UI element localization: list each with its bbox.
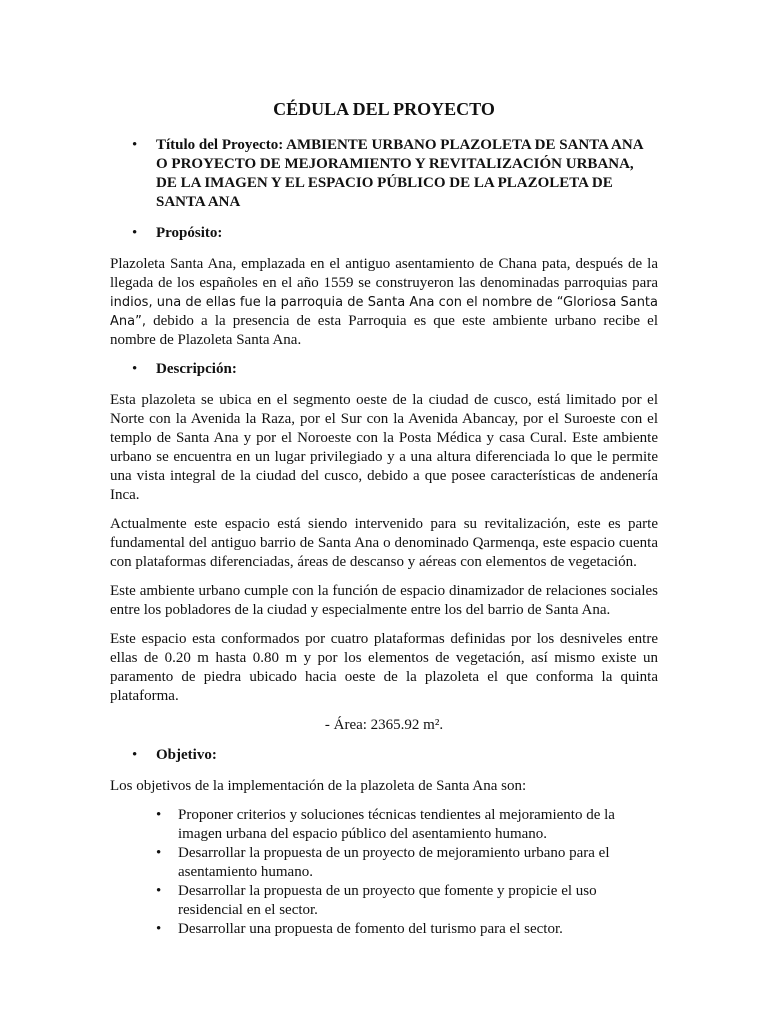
description-paragraph-4: Este espacio esta conformados por cuatro plataformas definidas por los desniveles entre ellas de 0.20 m hasta 0.80 m y por los elementos de vegetación, así mismo existe un paramento de piedra ubicado hacia oeste de la plazoleta el que conforma la quinta plataforma. xyxy=(110,631,658,704)
objective-item-text: Desarrollar la propuesta de un proyecto que fomente y propicie el uso residencial en el sector. xyxy=(178,883,597,918)
document-page xyxy=(110,98,658,939)
bullet-icon: • xyxy=(132,225,138,241)
list-item xyxy=(110,882,658,920)
project-title-value: AMBIENTE URBANO PLAZOLETA DE SANTA ANA O PROYECTO DE MEJORAMIENTO Y REVITALIZACIÓN URBANA, DE LA IMAGEN Y EL ESPACIO PÚBLICO DE LA PLAZOLETA DE SANTA ANA xyxy=(156,137,643,210)
bullet-icon: • xyxy=(132,361,138,377)
objective-item-text: Desarrollar la propuesta de un proyecto de mejoramiento urbano para el asentamiento humano. xyxy=(178,845,610,880)
project-title-section xyxy=(110,136,658,212)
purpose-paragraph xyxy=(110,255,658,350)
bullet-icon: • xyxy=(156,883,162,899)
list-item xyxy=(110,844,658,882)
document-title: CÉDULA DEL PROYECTO xyxy=(273,99,495,119)
objective-list xyxy=(110,806,658,939)
description-label: Descripción: xyxy=(156,361,237,377)
project-title-label: Título del Proyecto: xyxy=(156,137,287,153)
purpose-text-a: Plazoleta Santa Ana, emplazada en el antiguo asentamiento de Chana pata, después de la llegada de los españoles en el año 1559 se construyeron las denominadas parroquias para xyxy=(110,256,658,291)
bullet-icon: • xyxy=(156,845,162,861)
objective-item-text: Desarrollar una propuesta de fomento del turismo para el sector. xyxy=(178,921,563,937)
bullet-icon: • xyxy=(132,137,138,153)
area-value: - Área: 2365.92 m². xyxy=(324,717,444,733)
objective-item-text: Proponer criterios y soluciones técnicas tendientes al mejoramiento de la imagen urbana del espacio público del asentamiento humano. xyxy=(178,807,615,842)
bullet-icon: • xyxy=(132,747,138,763)
objective-intro: Los objetivos de la implementación de la plazoleta de Santa Ana son: xyxy=(110,778,527,794)
list-item xyxy=(110,806,658,844)
purpose-label: Propósito: xyxy=(156,225,223,241)
objective-heading xyxy=(110,746,658,765)
description-paragraph-2: Actualmente este espacio está siendo intervenido para su revitalización, este es parte fundamental del antiguo barrio de Santa Ana o denominado Qarmenqa, este espacio cuenta con plataformas diferenciadas, áreas de descanso y aéreas con elementos de vegetación. xyxy=(110,516,658,570)
bullet-icon: • xyxy=(156,807,162,823)
description-heading xyxy=(110,360,658,379)
description-paragraph-3: Este ambiente urbano cumple con la función de espacio dinamizador de relaciones sociales entre los pobladores de la ciudad y especialmente entre los del barrio de Santa Ana. xyxy=(110,583,658,618)
objective-label: Objetivo: xyxy=(156,747,217,763)
bullet-icon: • xyxy=(156,921,162,937)
purpose-text-c: debido a la presencia de esta Parroquia es que este ambiente urbano recibe el nombre de Plazoleta Santa Ana. xyxy=(110,313,658,348)
list-item xyxy=(110,920,658,939)
purpose-heading xyxy=(110,224,658,243)
description-paragraph-1: Esta plazoleta se ubica en el segmento oeste de la ciudad de cusco, está limitado por el Norte con la Avenida la Raza, por el Sur con la Avenida Abancay, por el Suroeste con el templo de Santa Ana y por el Noroeste con la Posta Médica y casa Cural. Este ambiente urbano se encuentra en un lugar privilegiado y a una altura diferenciada lo que le permite una vista integral de la ciudad del cusco, debido a que posee características de andenería Inca. xyxy=(110,392,658,503)
purpose-text-b: indios, una de ellas fue la parroquia de Santa Ana con el nombre de “Gloriosa Santa Ana”, xyxy=(110,295,658,329)
